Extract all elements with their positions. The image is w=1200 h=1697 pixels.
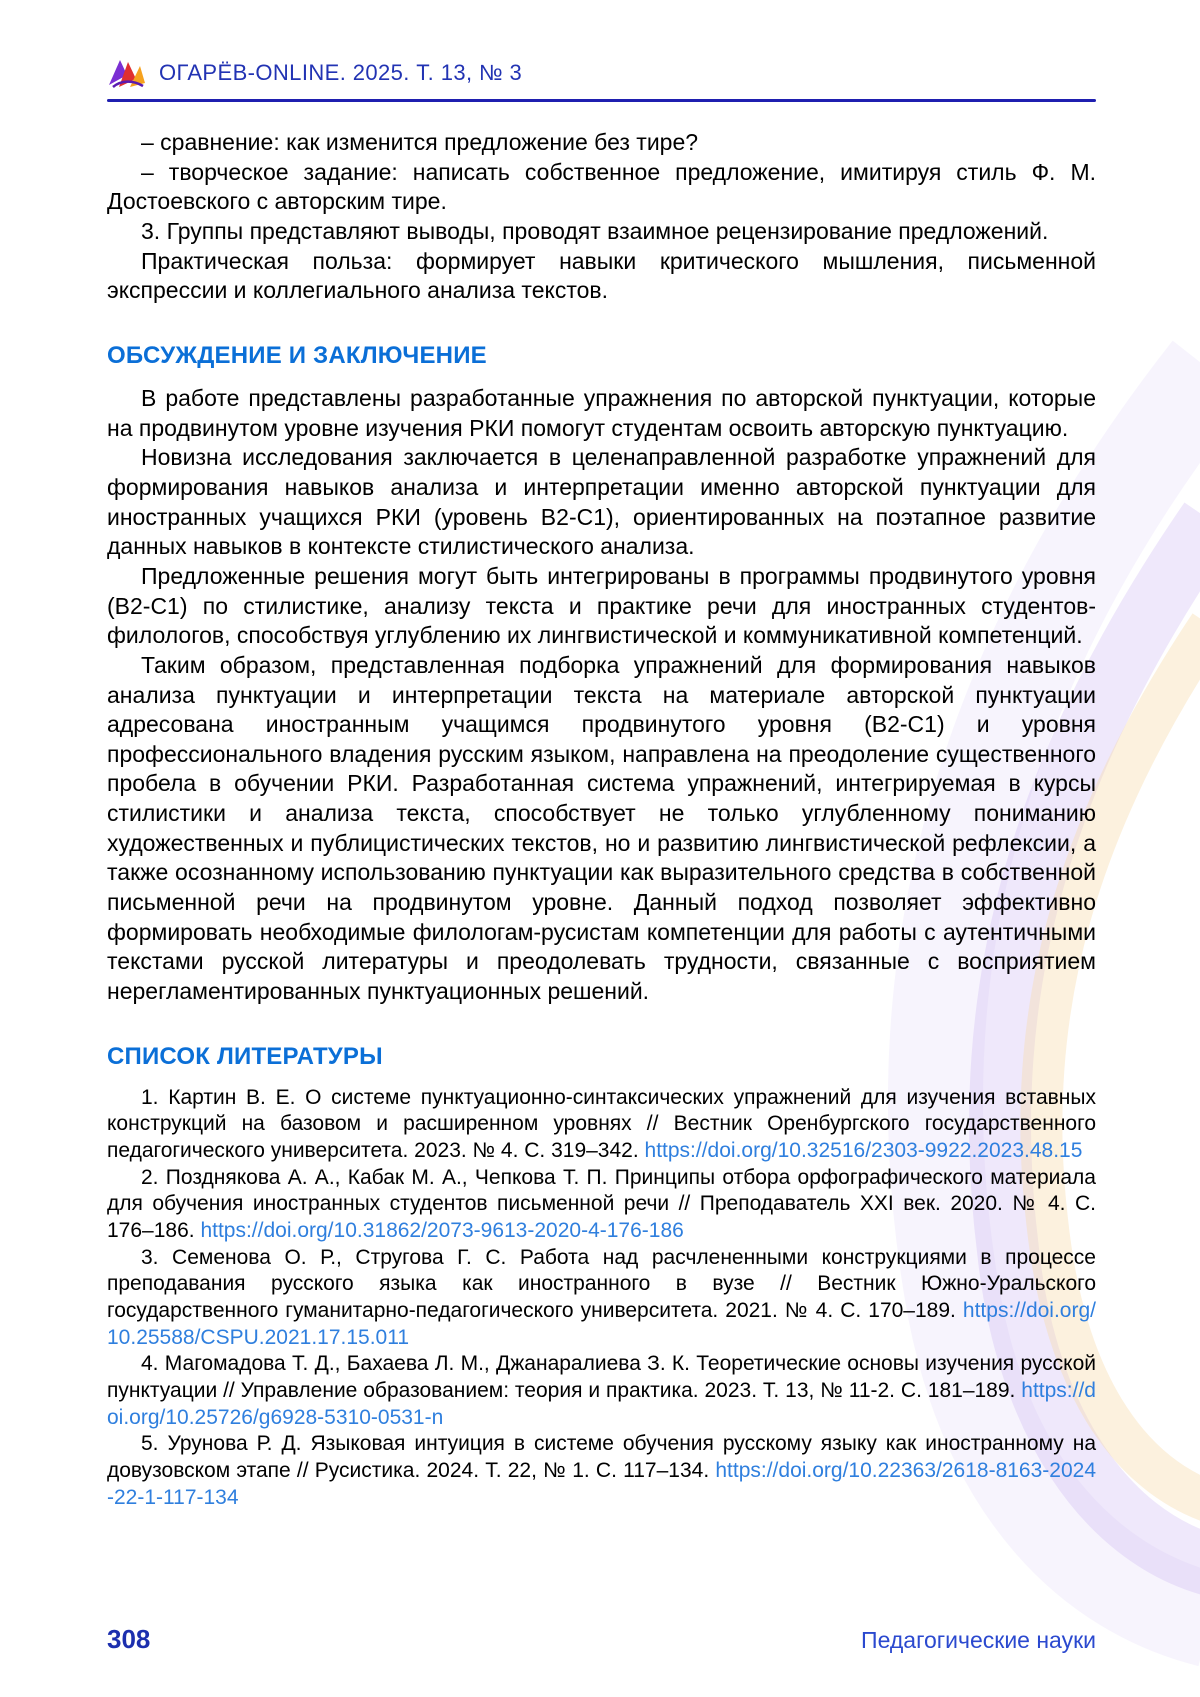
doi-link[interactable]: https://doi.org/10.31862/2073-9613-2020-4-176-186 (200, 1219, 684, 1242)
doi-link[interactable]: https://doi.org/10.25588/CSPU.2021.17.15.011 (107, 1298, 1096, 1349)
page-footer (107, 1624, 1096, 1655)
journal-logo-icon (107, 56, 147, 90)
paragraph: Новизна исследования заключается в целенаправленной разработке упражнений для формирования навыков анализа и интерпретации именно авторской пунктуации для иностранных учащихся РКИ (уровень B2-C1), ориентированных на поэтапное развитие данных навыков в контексте стилистического анализа. (107, 444, 1096, 560)
doi-link[interactable]: https://doi.org/10.22363/2618-8163-2024-22-1-117-134 (107, 1458, 1096, 1509)
page-header (0, 0, 1200, 102)
reference-text: 3. Семенова О. Р., Стругова Г. С. Работа над расчлененными конструкциями в процессе преподавания русского языка как иностранного в вузе // Вестник Южно-Уральского государственного гуманитарно-педагогического университета. 2021. № 4. С. 170–189. (107, 1245, 1096, 1322)
doi-link[interactable]: https://doi.org/10.32516/2303-9922.2023.48.15 (644, 1139, 1083, 1163)
reference-text: 5. Урунова Р. Д. Языковая интуиция в системе обучения русскому языку как иностранному на довузовском этапе // Русистика. 2024. Т. 22, № 1. С. 117–134. (107, 1432, 1096, 1482)
reference-item (107, 1245, 1096, 1352)
reference-text: 4. Магомадова Т. Д., Бахаева Л. М., Джанаралиева З. К. Теоретические основы изучения русской пунктуации // Управление образованием: теория и практика. 2023. Т. 13, № 11-2. С. 181–189. (107, 1352, 1096, 1402)
journal-title: ОГАРЁВ-ONLINE. 2025. Т. 13, № 3 (159, 60, 523, 85)
article-body (0, 102, 1200, 1511)
paragraph: Предложенные решения могут быть интегрированы в программы продвинутого уровня (B2-C1) по стилистике, анализу текста и практике речи для иностранных студентов-филологов, способствуя углублению их лингвистической и коммуникативной компетенций. (107, 562, 1096, 649)
reference-item (107, 1165, 1096, 1245)
paragraph: Таким образом, представленная подборка упражнений для формирования навыков анализа пунктуации и интерпретации текста на материале авторской пунктуации адресована иностранным учащимся продвинутого уровня (B2-C1) и уровня профессионального владения русским языком, направлена на преодоление существенного пробела в обучении РКИ. Разработанная система упражнений, интегрируемая в курсы стилистики и анализа текста, способствует не только углубленному пониманию художественных и публицистических текстов, но и развитию лингвистической рефлексии, а также осознанному использованию пунктуации как выразительного средства в собственной письменной речи на продвинутом уровне. Данный подход позволяет эффективно формировать необходимые филологам-русистам компетенции для работы с аутентичными текстами русской литературы и преодолевать трудности, связанные с восприятием нерегламентированных пунктуационных решений. (107, 651, 1096, 1005)
header-row (107, 56, 1096, 90)
reference-text: 2. Позднякова А. А., Кабак М. А., Чепкова Т. П. Принципы отбора орфографического материала для обучения иностранных студентов письменной речи // Преподаватель XXI век. 2020. № 4. С. 176–186. (107, 1165, 1096, 1242)
paragraph: В работе представлены разработанные упражнения по авторской пунктуации, которые на продвинутом уровне изучения РКИ помогут студентам освоить авторскую пунктуацию. (107, 384, 1096, 441)
section-heading-references: СПИСОК ЛИТЕРАТУРЫ (107, 1042, 383, 1070)
doi-link[interactable]: https://doi.org/10.25726/g6928-5310-0531-n (107, 1378, 1096, 1429)
page-number: 308 (107, 1624, 151, 1654)
paragraph: – творческое задание: написать собственное предложение, имитируя стиль Ф. М. Достоевского с авторским тире. (107, 158, 1096, 215)
paragraph: Практическая польза: формирует навыки критического мышления, письменной экспрессии и коллегиального анализа текстов. (107, 247, 1096, 304)
footer-section-label: Педагогические науки (861, 1627, 1096, 1653)
reference-item (107, 1085, 1096, 1165)
section-heading-discussion: ОБСУЖДЕНИЕ И ЗАКЛЮЧЕНИЕ (107, 341, 487, 369)
reference-item (107, 1351, 1096, 1431)
paragraph: 3. Группы представляют выводы, проводят взаимное рецензирование предложений. (141, 217, 1049, 244)
paragraph: – сравнение: как изменится предложение без тире? (141, 129, 699, 155)
reference-item (107, 1431, 1096, 1511)
reference-text: 1. Картин В. Е. О системе пунктуационно-синтаксических упражнений для изучения вставных конструкций на базовом и расширенном уровнях // Вестник Оренбургского государственного педагогического университета. 2023. № 4. С. 319–342. (107, 1085, 1096, 1163)
